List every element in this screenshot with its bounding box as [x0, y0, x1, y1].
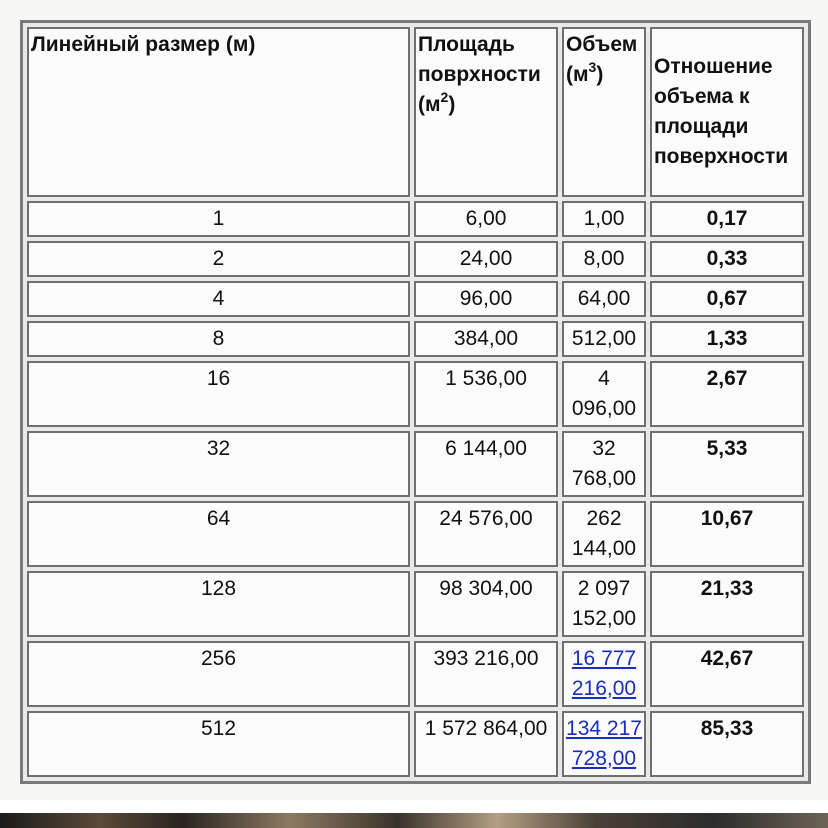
- size-cell: 2: [27, 241, 410, 277]
- table-row: [27, 501, 804, 567]
- ratio-cell: 1,33: [650, 321, 804, 357]
- area-cell: 1 572 864,00: [414, 711, 558, 777]
- table-row: [27, 281, 804, 317]
- ratio-cell: 21,33: [650, 571, 804, 637]
- size-cell: 8: [27, 321, 410, 357]
- area-cell: 24 576,00: [414, 501, 558, 567]
- area-cell: 98 304,00: [414, 571, 558, 637]
- ratio-cell: 42,67: [650, 641, 804, 707]
- ratio-cell: 10,67: [650, 501, 804, 567]
- table-row: [27, 241, 804, 277]
- table-row: [27, 201, 804, 237]
- area-cell: 24,00: [414, 241, 558, 277]
- photo-strip: [0, 813, 828, 828]
- volume-cell: 32 768,00: [562, 431, 646, 497]
- volume-cell: 64,00: [562, 281, 646, 317]
- ratio-cell: 5,33: [650, 431, 804, 497]
- size-cell: 4: [27, 281, 410, 317]
- surface-volume-table: [20, 20, 811, 784]
- table-row: [27, 641, 804, 707]
- volume-cell: 512,00: [562, 321, 646, 357]
- table-row: [27, 571, 804, 637]
- header-size: Линейный размер (м): [27, 27, 410, 197]
- volume-cell: 1,00: [562, 201, 646, 237]
- header-volume: Объем $(м^3)$: [562, 27, 646, 197]
- area-cell: 6,00: [414, 201, 558, 237]
- size-cell: 128: [27, 571, 410, 637]
- size-cell: 64: [27, 501, 410, 567]
- size-cell: 32: [27, 431, 410, 497]
- area-cell: 96,00: [414, 281, 558, 317]
- volume-cell: 4 096,00: [562, 361, 646, 427]
- area-cell: 6 144,00: [414, 431, 558, 497]
- volume-cell: 2 097 152,00: [562, 571, 646, 637]
- volume-link[interactable]: 134 217 728,00: [566, 717, 642, 770]
- ratio-cell: 2,67: [650, 361, 804, 427]
- ratio-cell: 0,67: [650, 281, 804, 317]
- area-cell: 384,00: [414, 321, 558, 357]
- volume-cell: 8,00: [562, 241, 646, 277]
- volume-link-cell[interactable]: [562, 641, 646, 707]
- size-cell: 1: [27, 201, 410, 237]
- table-row: [27, 431, 804, 497]
- area-cell: 1 536,00: [414, 361, 558, 427]
- ratio-cell: 0,33: [650, 241, 804, 277]
- header-ratio: Отношение объема к площади поверхности: [650, 27, 804, 197]
- table-row: [27, 321, 804, 357]
- ratio-cell: 0,17: [650, 201, 804, 237]
- volume-link-cell[interactable]: [562, 711, 646, 777]
- table-row: [27, 711, 804, 777]
- table-row: [27, 361, 804, 427]
- area-cell: 393 216,00: [414, 641, 558, 707]
- size-cell: 16: [27, 361, 410, 427]
- header-area: Площадь поврхности $(м^2)$: [414, 27, 558, 197]
- ratio-cell: 85,33: [650, 711, 804, 777]
- size-cell: 512: [27, 711, 410, 777]
- volume-link[interactable]: 16 777 216,00: [571, 647, 637, 700]
- header-row: [27, 27, 804, 197]
- volume-cell: 262 144,00: [562, 501, 646, 567]
- size-cell: 256: [27, 641, 410, 707]
